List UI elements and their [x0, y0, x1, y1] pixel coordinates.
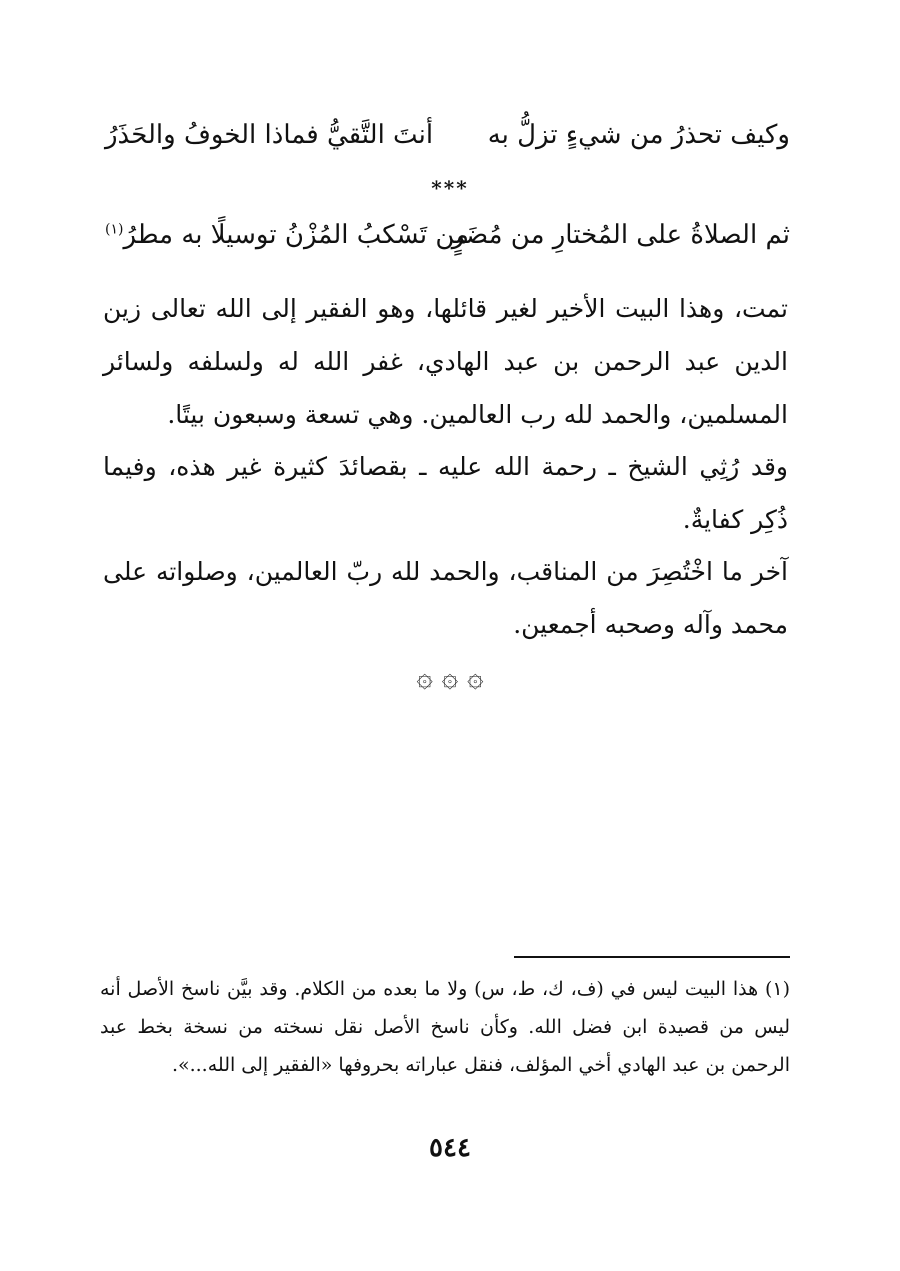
footnote-marker: (١) [105, 221, 124, 238]
colophon-paragraph: تمت، وهذا البيت الأخير لغير قائلها، وهو الفقير إلى الله تعالى زين الدين عبد الرحمن بن عبد الهادي، غفر الله له ولسلفه ولسائر المسلمين، والحمد لله رب العالمين. وهي تسعة وسبعون بيتًا. [103, 294, 788, 429]
verse-1-first-hemistich: وكيف تحذرُ من شيءٍ تزلُّ به [487, 120, 790, 150]
elegy-note-paragraph: وقد رُثِي الشيخ ـ رحمة الله عليه ـ بقصائدَ كثيرة غير هذه، وفيما ذُكِر كفايةٌ. [103, 452, 788, 534]
verse-1-second-hemistich: أنتَ التَّقيُّ فماذا الخوفُ والحَذَرُ [105, 120, 434, 150]
ornament-divider: ۞ ۞ ۞ [416, 660, 484, 693]
poem-verse-1 [100, 120, 790, 172]
verse-2-second-hemistich [105, 220, 469, 250]
page-number: ٥٤٤ [429, 1133, 471, 1163]
verse-2-first-hemistich: ثم الصلاةُ على المُختارِ من مُضَرٍ [451, 220, 790, 250]
footnote: (١) هذا البيت ليس في (ف، ك، ط، س) ولا ما بعده من الكلام. وقد بيَّن ناسخ الأصل أنه ليس من قصيدة ابن فضل الله. وكأن ناسخ الأصل نقل نسخته من نسخة بخط عبد الرحمن بن عبد الهادي أخي المؤلف، فنقل عباراته بحروفها «الفقير إلى الله...». [100, 978, 790, 1076]
footnote-rule [514, 956, 790, 958]
closing-paragraph: آخر ما اخْتُصِرَ من المناقب، والحمد لله ربّ العالمين، وصلواته على محمد وآله وصحبه أجمعين. [103, 557, 788, 639]
stars-separator: *** [431, 176, 469, 200]
poem-verse-2 [100, 220, 790, 272]
verse-2-second-text: من تَسْكبُ المُزْنُ توسيلًا به مطرُ [123, 220, 470, 250]
